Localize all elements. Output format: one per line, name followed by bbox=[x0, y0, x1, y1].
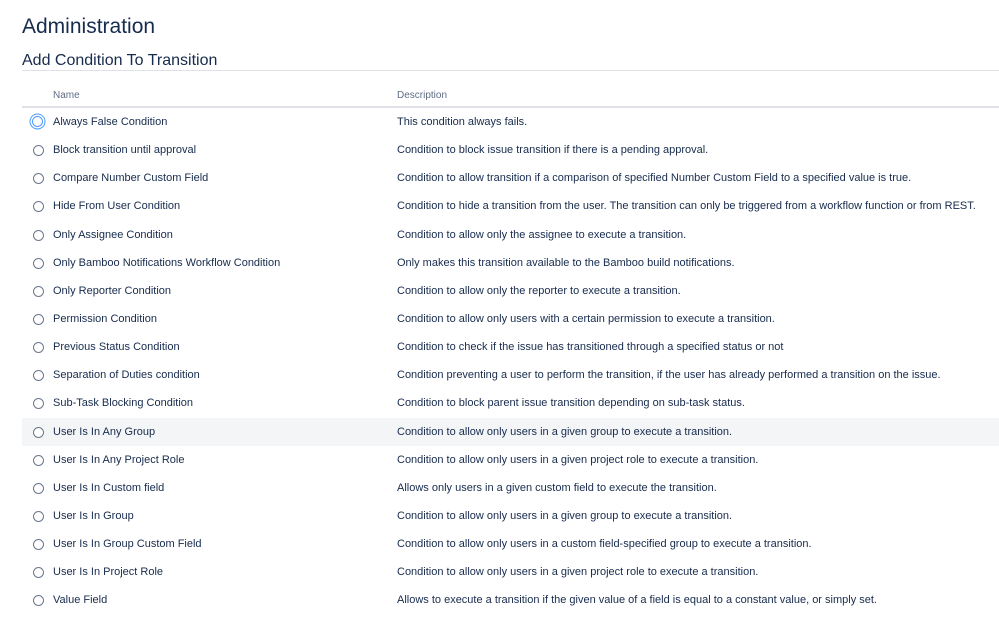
condition-name[interactable]: Hide From User Condition bbox=[53, 200, 181, 213]
condition-description: Condition to check if the issue has transitioned through a specified status or not bbox=[397, 341, 784, 354]
condition-name[interactable]: Sub-Task Blocking Condition bbox=[53, 397, 194, 410]
table-row[interactable] bbox=[22, 333, 999, 361]
table-row[interactable] bbox=[22, 108, 999, 136]
table-row[interactable] bbox=[22, 164, 999, 192]
table-row[interactable] bbox=[22, 192, 999, 220]
table-row[interactable] bbox=[22, 418, 999, 446]
condition-radio-button[interactable] bbox=[33, 595, 44, 606]
condition-description: Condition to allow only users with a certain permission to execute a transition. bbox=[397, 312, 775, 325]
condition-radio-button[interactable] bbox=[33, 286, 44, 297]
condition-radio-button[interactable] bbox=[33, 173, 44, 184]
column-header-description: Description bbox=[397, 90, 448, 101]
page-title: Administration bbox=[22, 15, 156, 38]
condition-description: Allows to execute a transition if the given value of a field is equal to a constant value, or simply set. bbox=[397, 594, 877, 607]
section-divider bbox=[22, 70, 999, 71]
condition-radio-button[interactable] bbox=[33, 539, 44, 550]
table-row[interactable] bbox=[22, 446, 999, 474]
table-row[interactable] bbox=[22, 558, 999, 586]
table-row[interactable] bbox=[22, 530, 999, 558]
section-title: Add Condition To Transition bbox=[22, 52, 218, 69]
column-header-name: Name bbox=[53, 90, 80, 101]
table-row[interactable] bbox=[22, 502, 999, 530]
condition-name[interactable]: User Is In Any Project Role bbox=[53, 453, 185, 466]
condition-name[interactable]: User Is In Group bbox=[53, 509, 134, 522]
condition-description: Only makes this transition available to the Bamboo build notifications. bbox=[397, 256, 735, 269]
condition-name[interactable]: Always False Condition bbox=[53, 116, 168, 128]
condition-description: Condition to allow only users in a given group to execute a transition. bbox=[397, 425, 733, 438]
condition-description: Condition to allow transition if a comparison of specified Number Custom Field to a specified value is true. bbox=[397, 172, 912, 185]
condition-description: Condition to allow only the reporter to execute a transition. bbox=[397, 284, 681, 297]
table-row[interactable] bbox=[22, 136, 999, 164]
table-row[interactable] bbox=[22, 361, 999, 389]
condition-description: Condition to allow only users in a given project role to execute a transition. bbox=[397, 566, 759, 579]
condition-name[interactable]: Value Field bbox=[53, 594, 108, 607]
condition-name[interactable]: Block transition until approval bbox=[53, 144, 197, 157]
condition-radio-button[interactable] bbox=[33, 511, 44, 522]
condition-name[interactable]: Separation of Duties condition bbox=[53, 369, 200, 382]
condition-radio-button[interactable] bbox=[33, 483, 44, 494]
condition-radio-button[interactable] bbox=[33, 398, 44, 409]
condition-name[interactable]: User Is In Any Group bbox=[53, 425, 156, 438]
table-row[interactable] bbox=[22, 474, 999, 502]
condition-name[interactable]: Previous Status Condition bbox=[53, 341, 180, 354]
table-header bbox=[22, 84, 999, 108]
condition-radio-button[interactable] bbox=[33, 567, 44, 578]
condition-radio-button[interactable] bbox=[33, 427, 44, 438]
condition-name[interactable]: Permission Condition bbox=[53, 312, 157, 325]
table-row[interactable] bbox=[22, 389, 999, 417]
condition-radio-button[interactable] bbox=[33, 201, 44, 212]
condition-name[interactable]: Only Reporter Condition bbox=[53, 284, 172, 297]
condition-radio-button[interactable] bbox=[33, 455, 44, 466]
condition-description: Allows only users in a given custom field to execute the transition. bbox=[397, 481, 717, 494]
table-row[interactable] bbox=[22, 221, 999, 249]
condition-radio-button[interactable] bbox=[33, 314, 44, 325]
condition-description: This condition always fails. bbox=[397, 116, 528, 128]
condition-name[interactable]: Compare Number Custom Field bbox=[53, 172, 209, 185]
condition-name[interactable]: User Is In Project Role bbox=[53, 566, 164, 579]
condition-radio-button[interactable] bbox=[33, 370, 44, 381]
condition-description: Condition to allow only the assignee to execute a transition. bbox=[397, 228, 687, 241]
condition-radio-button[interactable] bbox=[33, 342, 44, 353]
condition-name[interactable]: User Is In Group Custom Field bbox=[53, 538, 202, 551]
condition-description: Condition to allow only users in a custom field-specified group to execute a transition. bbox=[397, 538, 812, 551]
table-body bbox=[22, 108, 999, 615]
condition-description: Condition to hide a transition from the user. The transition can only be triggered from a workflow function or from REST. bbox=[397, 200, 976, 213]
table-row[interactable] bbox=[22, 249, 999, 277]
condition-radio-button[interactable] bbox=[33, 230, 44, 241]
table-row[interactable] bbox=[22, 277, 999, 305]
condition-name[interactable]: Only Bamboo Notifications Workflow Condition bbox=[53, 256, 281, 269]
conditions-table bbox=[22, 84, 999, 615]
table-row[interactable] bbox=[22, 586, 999, 614]
condition-description: Condition to allow only users in a given project role to execute a transition. bbox=[397, 453, 759, 466]
table-row[interactable] bbox=[22, 305, 999, 333]
condition-description: Condition to block issue transition if there is a pending approval. bbox=[397, 144, 709, 157]
condition-radio-button[interactable] bbox=[33, 145, 44, 156]
condition-radio-button[interactable] bbox=[32, 116, 43, 127]
condition-description: Condition preventing a user to perform the transition, if the user has already performed a transition on the issue. bbox=[397, 369, 941, 382]
condition-name[interactable]: Only Assignee Condition bbox=[53, 228, 173, 241]
condition-description: Condition to block parent issue transition depending on sub-task status. bbox=[397, 397, 745, 410]
condition-name[interactable]: User Is In Custom field bbox=[53, 481, 165, 494]
condition-radio-button[interactable] bbox=[33, 258, 44, 269]
condition-description: Condition to allow only users in a given group to execute a transition. bbox=[397, 509, 733, 522]
